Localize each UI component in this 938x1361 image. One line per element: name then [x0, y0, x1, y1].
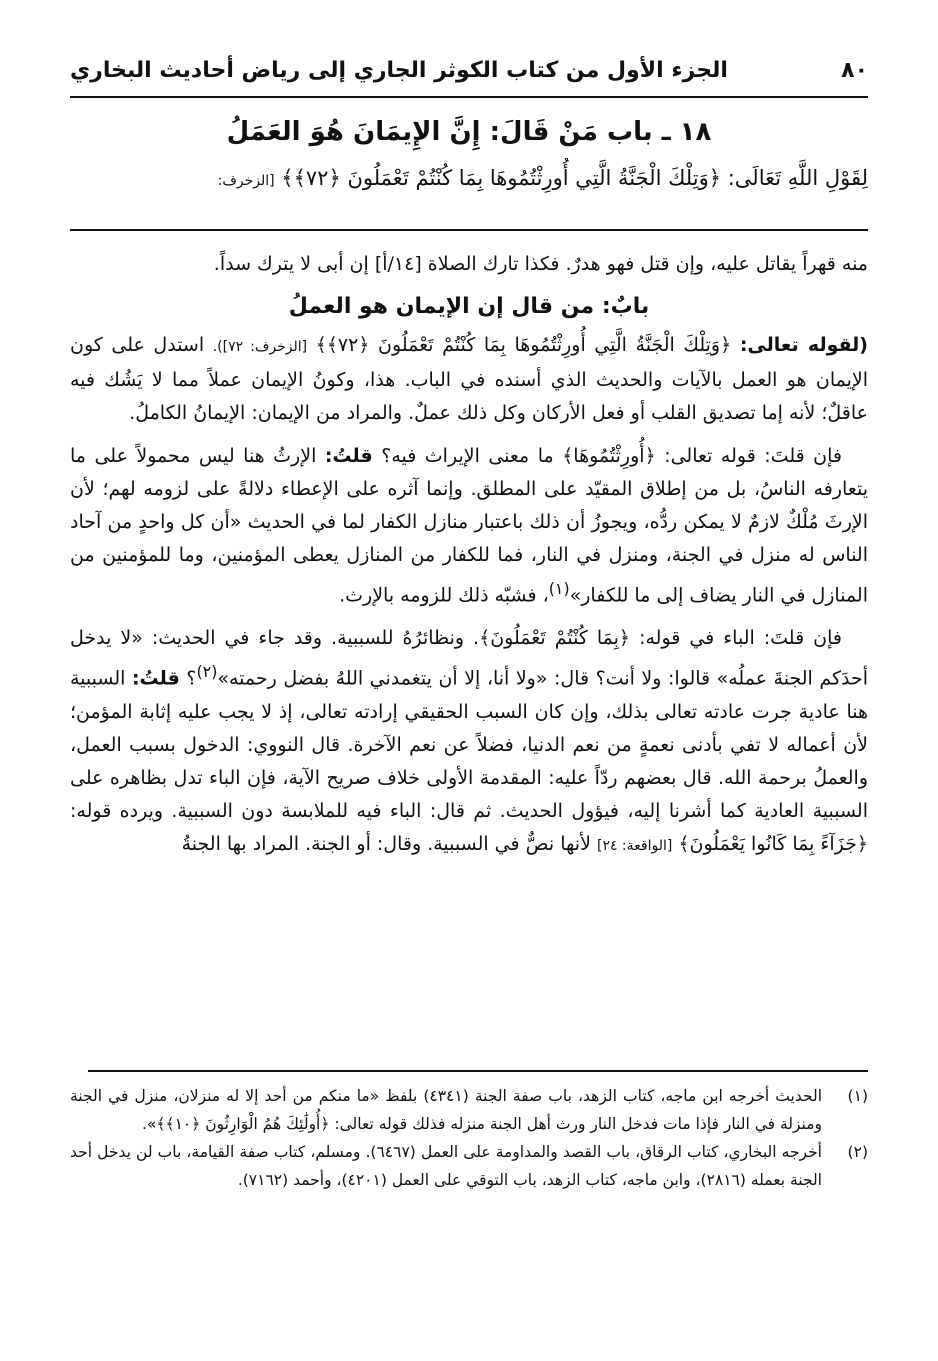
paragraph-text: الإرثُ هنا ليس محمولاً على ما يتعارفه الناسُ، بل من إطلاق المقيّد على المطلق. وإنما آثره على الإعطاء دلالةً على لزومه لهم؛ لأن الإرثَ مُلْكٌ لازمٌ لا يمكن ردُّه، ويجوزُ أن ذلك باعتبار منازل الكفار لما في الحديث «أن كل واحدٍ من آحاد الناس له منزل في الجنة، ومنزل في النار، فما للكفار من المنازل يعطى المؤمنين، وما للمؤمنين من المنازل في النار يضاف إلى ما للكفار»: [70, 445, 868, 607]
paragraph-text: السببية هنا عادية جرت عادته تعالى بذلك، وإن كان السبب الحقيقي إرادته تعالى، إذ لا يجب عليه إثابة المؤمن؛ لأن أعماله لا تفي بأدنى نعمةٍ من نعم الدنيا، فضلاً عن نعم الآخرة. قال النووي: الدخول بسبب العمل، والعملُ برحمة الله. قال بعضهم ردّاً عليه: المقدمة الأولى خلاف صريح الآية، فإن الباء تدل بظاهره على السببية العادية كما أشرنا إليه، فيؤول الحديث. ثم قال: الباء فيه للملابسة دون السببية. ويرده قوله:: [70, 667, 868, 822]
chapter-verse-line: [70, 158, 868, 201]
paragraph-1: [70, 329, 868, 430]
footnote-item: [70, 1138, 868, 1194]
footnote-number: (١): [847, 1087, 868, 1105]
section-subheading: بابٌ: من قال إن الإيمان هو العملُ: [288, 294, 650, 319]
footnote-divider: [88, 1070, 868, 1072]
footnote-marker[interactable]: (١): [548, 579, 570, 598]
paragraph-2: [70, 440, 868, 612]
verse-reference: [الزخرف: ٧٢]).: [212, 339, 308, 355]
quran-verse: ﴿أُولَٰئِكَ هُمُ الْوَارِثُونَ ﴿١٠﴾﴾: [156, 1115, 330, 1133]
footnotes: [70, 1082, 868, 1194]
paragraph-text: استدل على كون الإيمان هو العمل بالآيات والحديث الذي أسنده في الباب. هذا، وكونُ الإيمان عملاً مما لا يَشُك فيه عاقلٌ؛ لأنه إما تصديق القلب أو فعل الأركان وكل ذلك عملٌ. والمراد من الإيمان: الإيمانُ الكاملُ.: [70, 334, 868, 424]
paragraph-text: ؟: [186, 667, 197, 690]
paragraph-text: فإن قلتَ: الباء في قوله:: [639, 627, 842, 650]
quran-verse: ﴿أُورِثْتُمُوهَا﴾: [562, 445, 656, 467]
footnote-text: [70, 1082, 822, 1138]
commentary-body: [70, 248, 868, 863]
keyword-answer: قلتُ:: [131, 667, 180, 690]
paragraph-text: لأنها نصٌّ في السببية. وقال: أو الجنة. المراد بها الجنةُ: [181, 832, 591, 855]
keyword-answer: قلتُ:: [324, 445, 373, 467]
paragraph-text: . ونظائرُهُ للسببية. وقد جاء في الحديث: «لا يدخل أحدَكم الجنةَ عملُه» قالوا: ولا أنت؟ قال: «ولا أنا، إلا أن يتغمدني اللهُ بفضل رحمته»: [70, 627, 869, 690]
header-divider: [70, 229, 868, 231]
quran-verse: ﴿بِمَا كُنْتُمْ تَعْمَلُونَ﴾: [479, 627, 631, 650]
running-title: الجزء الأول من كتاب الكوثر الجاري إلى رياض أحاديث البخاري: [70, 58, 728, 83]
quran-verse: ﴿وَتِلْكَ الْجَنَّةُ الَّتِي أُورِثْتُمُوهَا بِمَا كُنْتُمْ تَعْمَلُونَ ﴿٧٢﴾﴾: [315, 334, 732, 356]
paragraph-text: فإن قلتَ: قوله تعالى:: [664, 445, 843, 467]
chapter-title: ١٨ ـ باب مَنْ قَالَ: إِنَّ الإِيمَانَ هُوَ العَمَلُ: [226, 117, 712, 147]
footnote-item: [70, 1082, 868, 1138]
verse-reference: [الواقعة: ٢٤]: [596, 837, 673, 854]
footnote-number: (٢): [847, 1143, 868, 1161]
footnote-tail: ».: [141, 1115, 157, 1133]
verse-reference: [الزخرف:: [217, 173, 275, 189]
page-number: ٨٠: [841, 58, 868, 83]
footnote-text: [70, 1138, 822, 1194]
verse-intro: لِقَوْلِ اللَّهِ تَعَالَى:: [727, 166, 868, 190]
page-header: [70, 56, 868, 98]
keyword-quote: (لقوله تعالى:: [739, 334, 868, 356]
quran-verse: ﴿وَتِلْكَ الْجَنَّةُ الَّتِي أُورِثْتُمُوهَا بِمَا كُنْتُمْ تَعْمَلُونَ ﴿٧٢﴾﴾: [281, 166, 722, 190]
chapter-block: [70, 112, 868, 201]
footnote-marker[interactable]: (٢): [196, 662, 218, 682]
footnote-body: الحديث أخرجه ابن ماجه، كتاب الزهد، باب صفة الجنة (٤٣٤١) بلفظ «ما منكم من أحد إلا له منزلان، منزل في الجنة ومنزلة في النار فإذا مات فدخل النار ورث أهل الجنة منزله فذلك قوله تعالى:: [70, 1087, 823, 1133]
paragraph-text: ، فشبّه ذلك للزومه بالإرث.: [339, 584, 549, 607]
commentary-first-line: منه قهراً يقاتل عليه، وإن قتل فهو هدرٌ. فكذا تارك الصلاة [١٤/أ] إن أبى لا يترك سداً.: [213, 253, 868, 275]
footnote-body: أخرجه البخاري، كتاب الرقاق، باب القصد والمداومة على العمل (٦٤٦٧). ومسلم، كتاب صفة القيامة، باب لن يدخل أحد الجنة بعمله (٢٨١٦)، وابن ماجه، كتاب الزهد، باب التوقي على العمل (٤٢٠١)، وأحمد (٧١٦٢).: [70, 1143, 822, 1189]
quran-verse: ﴿جَزَآءً بِمَا كَانُوا يَعْمَلُونَ﴾: [678, 832, 868, 855]
paragraph-text: ما معنى الإيراث فيه؟: [381, 445, 554, 467]
paragraph-3: [70, 622, 868, 862]
